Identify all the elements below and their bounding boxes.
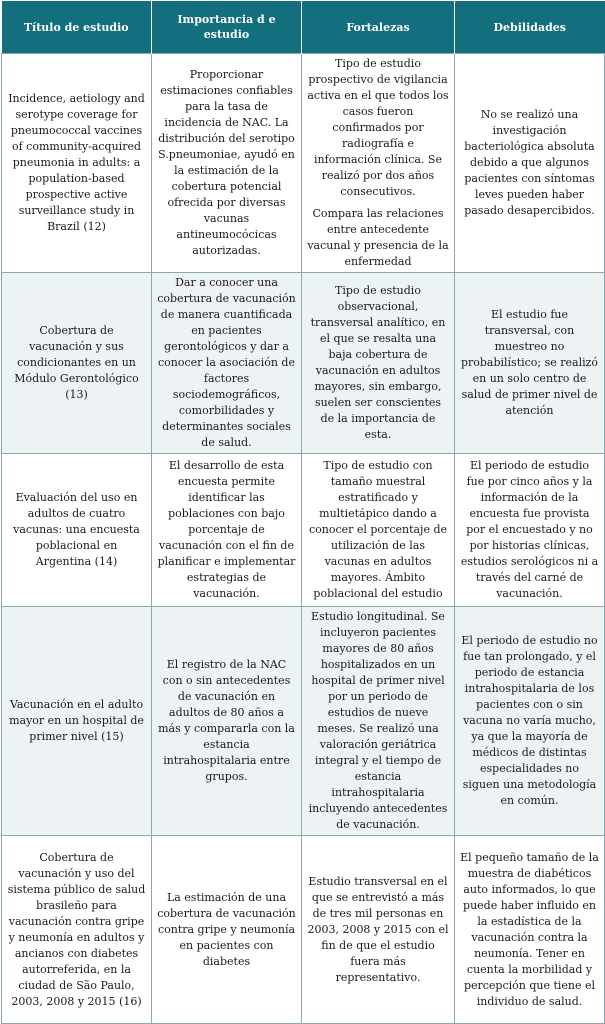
- cell-importancia: El desarrollo de esta encuesta permite identificar las poblaciones con bajo porcentaje de vacunación con el fin de planificar e implementar estrategias de vacunación.: [152, 454, 302, 607]
- table-row: [2, 607, 605, 836]
- header-fortalezas: Fortalezas: [302, 1, 455, 54]
- cell-titulo: Evaluación del uso en adultos de cuatro vacunas: una encuesta poblacional en Argentina (14): [2, 454, 152, 607]
- cell-titulo: Incidence, aetiology and serotype coverage for pneumococcal vaccines of community-acquired pneumonia in adults: a population-based prospective active surveillance study in Brazil (12): [2, 54, 152, 273]
- cell-debilidades: El estudio fue transversal, con muestreo no probabilístico; se realizó en un solo centro de salud de primer nivel de atención: [455, 273, 605, 454]
- header-debilidades: Debilidades: [455, 1, 605, 54]
- table-body: [2, 54, 605, 1024]
- studies-table: [1, 1, 605, 1024]
- header-row: [2, 1, 605, 54]
- cell-fortalezas: [302, 273, 455, 454]
- fortalezas-paragraph: Estudio longitudinal. Se incluyeron pacientes mayores de 80 años hospitalizados en un hospital de primer nivel por un periodo de estudios de nueve meses. Se realizó una valoración geriátrica integral y el tiempo de estancia intrahospitalaria incluyendo antecedentes de vacunación.: [308, 610, 448, 831]
- cell-titulo: Cobertura de vacunación y sus condicionantes en un Módulo Gerontológico (13): [2, 273, 152, 454]
- cell-debilidades: El pequeño tamaño de la muestra de diabéticos auto informados, lo que puede haber influido en la estadística de la vacunación contra la neumonía. Tener en cuenta la morbilidad y percepción que tiene el individuo de salud.: [455, 836, 605, 1024]
- cell-fortalezas: [302, 607, 455, 836]
- cell-importancia: El registro de la NAC con o sin antecedentes de vacunación en adultos de 80 años a más y compararla con la estancia intrahospitalaria entre grupos.: [152, 607, 302, 836]
- header-titulo: Título de estudio: [2, 1, 152, 54]
- cell-titulo: Cobertura de vacunación y uso del sistema público de salud brasileño para vacunación contra gripe y neumonía en adultos y ancianos con diabetes autorreferida, en la ciudad de São Paulo, 2003, 2008 y 2015 (16): [2, 836, 152, 1024]
- cell-titulo: Vacunación en el adulto mayor en un hospital de primer nivel (15): [2, 607, 152, 836]
- cell-debilidades: El periodo de estudio no fue tan prolongado, y el periodo de estancia intrahospitalaria de los pacientes con o sin vacuna no varía mucho, ya que la mayoría de médicos de distintas especialidades no siguen una metodología en común.: [455, 607, 605, 836]
- fortalezas-paragraph: Estudio transversal en el que se entrevistó a más de tres mil personas en 2003, 2008 y 2015 con el fin de que el estudio fuera más representativo.: [307, 874, 449, 984]
- cell-importancia: Dar a conocer una cobertura de vacunación de manera cuantificada en pacientes gerontológicos y dar a conocer la asociación de factores sociodemográficos, comorbilidades y determinantes sociales de salud.: [152, 273, 302, 454]
- fortalezas-paragraph: Tipo de estudio observacional, transversal analítico, en el que se resalta una baja cobertura de vacunación en adultos mayores, sin embargo, suelen ser conscientes de la importancia de esta.: [310, 284, 446, 441]
- header-importancia: Importancia d e estudio: [152, 1, 302, 54]
- fortalezas-paragraph: Tipo de estudio con tamaño muestral estratificado y multietápico dando a conocer el porcentaje de utilización de las vacunas en adultos mayores. Ámbito poblacional del estudio: [308, 459, 448, 600]
- table-header: [2, 1, 605, 54]
- cell-fortalezas: [302, 454, 455, 607]
- cell-fortalezas: [302, 836, 455, 1024]
- cell-importancia: Proporcionar estimaciones confiables para la tasa de incidencia de NAC. La distribución del serotipo S.pneumoniae, ayudó en la estimación de la cobertura potencial ofrecida por diversas vacunas antineumocócicas autorizadas.: [152, 54, 302, 273]
- cell-importancia: La estimación de una cobertura de vacunación contra gripe y neumonía en pacientes con diabetes: [152, 836, 302, 1024]
- cell-debilidades: No se realizó una investigación bacteriológica absoluta debido a que algunos pacientes con síntomas leves pueden haber pasado desapercibidos.: [455, 54, 605, 273]
- table-row: [2, 836, 605, 1024]
- fortalezas-paragraph: Compara las relaciones entre antecedente vacunal y presencia de la enfermedad: [307, 207, 449, 268]
- table-row: [2, 273, 605, 454]
- table-row: [2, 54, 605, 273]
- fortalezas-paragraph: Tipo de estudio prospectivo de vigilancia activa en el que todos los casos fueron confirmados por radiografía e información clínica. Se realizó por dos años consecutivos.: [307, 57, 449, 198]
- cell-debilidades: El periodo de estudio fue por cinco años y la información de la encuesta fue provista por el encuestado y no por historias clínicas, estudios serológicos ni a través del carné de vacunación.: [455, 454, 605, 607]
- table-row: [2, 454, 605, 607]
- cell-fortalezas: [302, 54, 455, 273]
